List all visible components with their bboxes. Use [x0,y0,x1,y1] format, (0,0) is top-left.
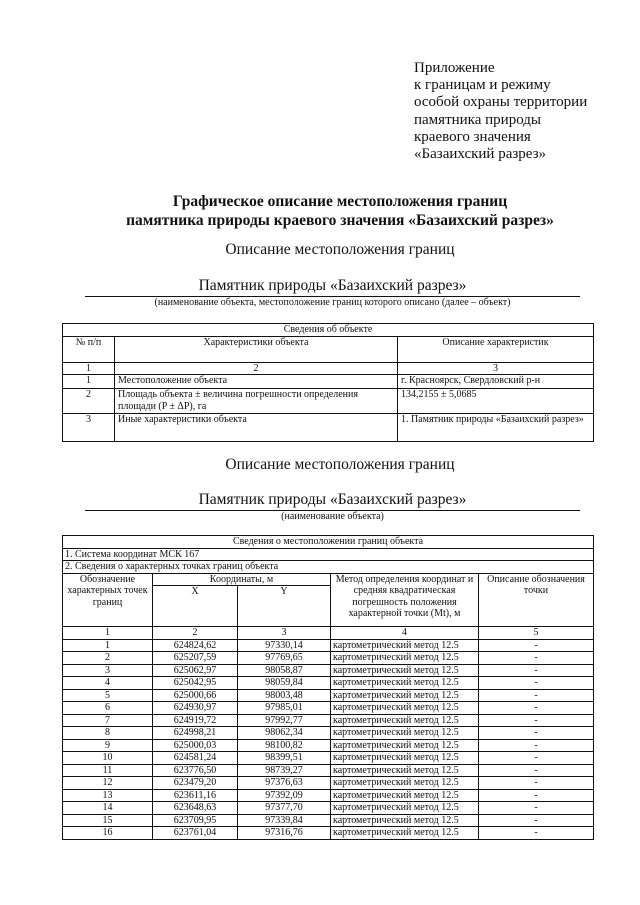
point-id: 7 [63,714,153,727]
point-desc: - [479,677,594,690]
table-row [63,375,594,389]
point-id: 3 [63,664,153,677]
column-number: 3 [398,362,594,375]
point-desc: - [479,652,594,665]
method: картометрический метод 12.5 [331,702,479,715]
points-section-title: 2. Сведения о характерных точках границ объекта [63,561,594,574]
coord-y: 98059,84 [238,677,331,690]
point-desc: - [479,827,594,840]
coord-x: 624581,24 [153,752,238,765]
row-value: 1. Памятник природы «Базаихский разрез» [398,414,594,442]
section2-heading: Описание местоположения границ [225,456,455,473]
point-desc: - [479,664,594,677]
row-number: 3 [63,414,115,442]
coord-x: 625062,97 [153,664,238,677]
method: картометрический метод 12.5 [331,652,479,665]
header-y: Y [238,586,331,627]
coord-x: 623761,04 [153,827,238,840]
table-row [63,389,594,414]
coordinate-system: 1. Система координат МСК 167 [63,548,594,561]
point-desc: - [479,727,594,740]
coord-x: 623479,20 [153,777,238,790]
header-description: Описание характеристик [398,336,594,362]
appendix-line: «Базаихский разрез» [414,146,547,163]
row-characteristic: Площадь объекта ± величина погрешности определения площади (P ± ΔP), га [115,389,398,414]
coord-x: 624824,62 [153,639,238,652]
point-id: 2 [63,652,153,665]
method: картометрический метод 12.5 [331,752,479,765]
point-id: 1 [63,639,153,652]
coord-y: 97985,01 [238,702,331,715]
row-value: г. Красноярск, Свердловский р-н [398,375,594,389]
method: картометрический метод 12.5 [331,689,479,702]
coord-x: 623611,16 [153,789,238,802]
appendix-line: памятника природы [414,111,541,128]
point-id: 14 [63,802,153,815]
column-number: 3 [238,627,331,640]
point-desc: - [479,764,594,777]
method: картометрический метод 12.5 [331,802,479,815]
boundary-points-table [62,535,594,840]
column-number: 5 [479,627,594,640]
method: картометрический метод 12.5 [331,739,479,752]
column-number: 1 [63,627,153,640]
table-row [63,814,594,827]
coord-x: 623648,63 [153,802,238,815]
method: картометрический метод 12.5 [331,714,479,727]
table-row [63,677,594,690]
coord-x: 625000,03 [153,739,238,752]
table-row [63,414,594,442]
method: картометрический метод 12.5 [331,777,479,790]
table-row [63,764,594,777]
method: картометрический метод 12.5 [331,814,479,827]
coord-y: 97392,09 [238,789,331,802]
coord-y: 97992,77 [238,714,331,727]
point-id: 5 [63,689,153,702]
appendix-line: Приложение [414,60,495,76]
header-characteristic: Характеристики объекта [115,336,398,362]
appendix-line: к границам и режиму [414,77,551,94]
point-id: 4 [63,677,153,690]
point-desc: - [479,639,594,652]
point-id: 15 [63,814,153,827]
point-desc: - [479,739,594,752]
coord-x: 624998,21 [153,727,238,740]
method: картометрический метод 12.5 [331,727,479,740]
header-coords: Координаты, м [153,573,331,586]
row-number: 1 [63,375,115,389]
row-characteristic: Местоположение объекта [115,375,398,389]
table-row [63,702,594,715]
document-title [0,192,640,230]
section2-object-name: Памятник природы «Базаихский разрез» [85,491,580,511]
point-desc: - [479,702,594,715]
table-row [63,639,594,652]
coord-y: 97769,65 [238,652,331,665]
row-number: 2 [63,389,115,414]
coord-x: 625207,59 [153,652,238,665]
table-title: Сведения об объекте [63,324,594,337]
coord-x: 625000,66 [153,689,238,702]
coord-y: 98058,87 [238,664,331,677]
method: картометрический метод 12.5 [331,639,479,652]
point-desc: - [479,689,594,702]
row-characteristic: Иные характеристики объекта [115,414,398,442]
coord-x: 625042,95 [153,677,238,690]
table-row [63,689,594,702]
header-x: X [153,586,238,627]
column-number: 2 [115,362,398,375]
header-desc: Описание обозначения точки [479,573,594,627]
method: картометрический метод 12.5 [331,789,479,802]
point-id: 11 [63,764,153,777]
header-method: Метод определения координат и средняя квадратическая погрешность положения характерной точки (Mt), м [331,573,479,627]
point-desc: - [479,714,594,727]
point-desc: - [479,777,594,790]
table-row [63,802,594,815]
table-title: Сведения о местоположении границ объекта [63,536,594,549]
point-id: 16 [63,827,153,840]
title-line: Графическое описание местоположения границ [172,193,508,210]
coord-y: 98739,27 [238,764,331,777]
coord-y: 97339,84 [238,814,331,827]
coord-x: 623776,50 [153,764,238,777]
point-id: 9 [63,739,153,752]
coord-y: 98100,82 [238,739,331,752]
table-row [63,777,594,790]
object-info-table [62,323,594,442]
row-value: 134,2155 ± 5,0685 [398,389,594,414]
coord-x: 624919,72 [153,714,238,727]
header-point: Обозначение характерных точек границ [63,573,153,627]
table-row [63,789,594,802]
column-number: 1 [63,362,115,375]
method: картометрический метод 12.5 [331,764,479,777]
table-row [63,752,594,765]
coord-y: 98062,34 [238,727,331,740]
table-row [63,827,594,840]
section1-object-name: Памятник природы «Базаихский разрез» [85,277,580,297]
table-row [63,664,594,677]
point-desc: - [479,752,594,765]
table-row [63,652,594,665]
section1-caption: (наименование объекта, местоположение границ которого описано (далее – объект) [154,297,511,308]
point-desc: - [479,802,594,815]
point-id: 6 [63,702,153,715]
point-id: 10 [63,752,153,765]
column-number: 4 [331,627,479,640]
point-id: 13 [63,789,153,802]
header-number: № п/п [63,336,115,362]
coord-y: 98399,51 [238,752,331,765]
coord-y: 97376,63 [238,777,331,790]
appendix-line: особой охраны территории [414,94,588,111]
coord-x: 624930,97 [153,702,238,715]
method: картометрический метод 12.5 [331,677,479,690]
coord-y: 97316,76 [238,827,331,840]
coord-y: 97377,70 [238,802,331,815]
point-desc: - [479,814,594,827]
coord-y: 97330,14 [238,639,331,652]
point-desc: - [479,789,594,802]
section2-caption: (наименование объекта) [281,511,384,522]
appendix-block [414,60,587,163]
section1-heading: Описание местоположения границ [225,241,455,258]
title-line: памятника природы краевого значения «Базаихский разрез» [126,212,554,229]
table-row [63,714,594,727]
point-id: 8 [63,727,153,740]
table-row [63,727,594,740]
method: картометрический метод 12.5 [331,827,479,840]
point-id: 12 [63,777,153,790]
table-row [63,739,594,752]
appendix-line: краевого значения [414,128,531,145]
column-number: 2 [153,627,238,640]
coord-x: 623709,95 [153,814,238,827]
coord-y: 98003,48 [238,689,331,702]
method: картометрический метод 12.5 [331,664,479,677]
